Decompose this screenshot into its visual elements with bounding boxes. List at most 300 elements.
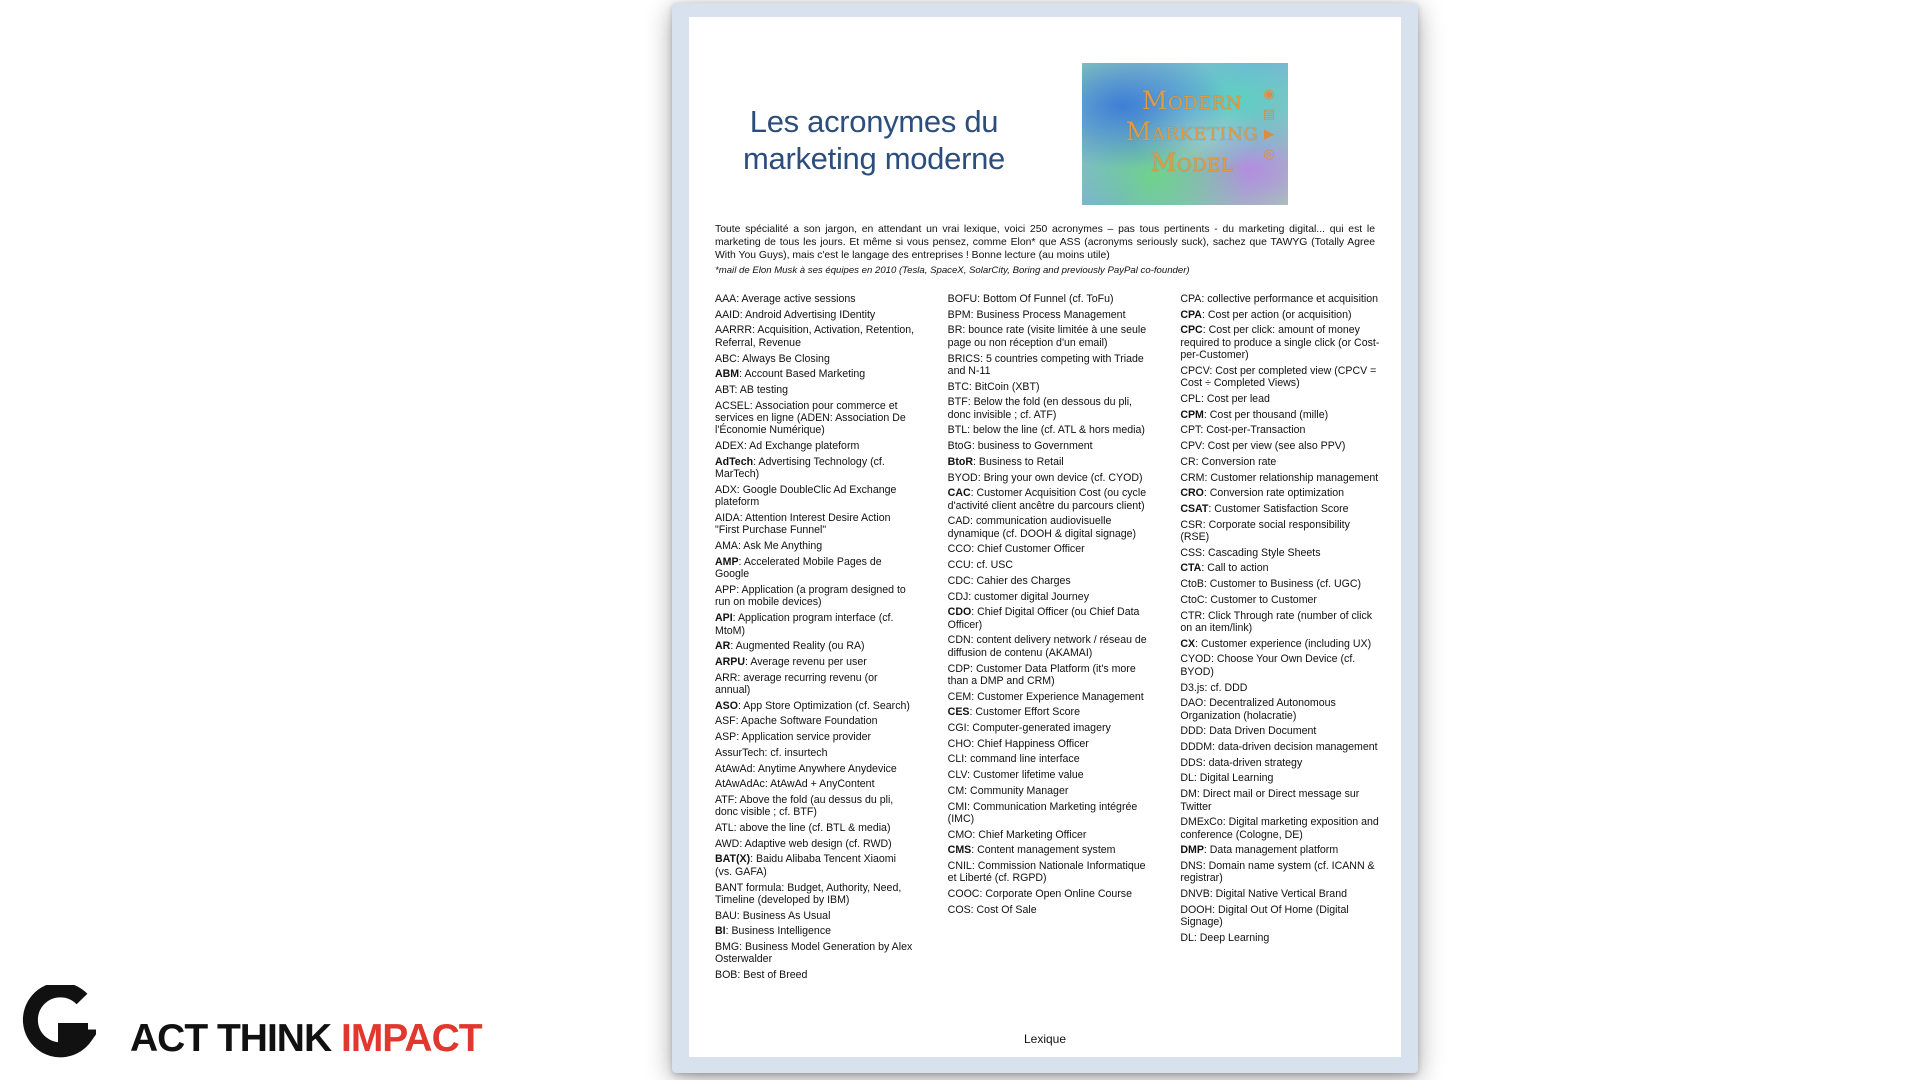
acronym-separator: : — [1203, 408, 1210, 421]
acronym-definition: Ad Exchange plateform — [749, 440, 860, 453]
acronym-definition: Customer Effort Score — [975, 706, 1080, 719]
acronym-term: CRM — [1180, 471, 1205, 484]
acronym-term: CtoB — [1180, 578, 1204, 591]
acronym-entry — [948, 309, 1149, 321]
acronym-definition: Cost per lead — [1206, 393, 1270, 406]
acronym-entry — [948, 634, 1149, 659]
acronym-entry — [715, 309, 916, 321]
acronym-term: ABC — [715, 352, 737, 365]
acronym-definition: Cost per action (or acquisition) — [1207, 308, 1352, 321]
acronym-term: APP — [715, 583, 737, 596]
acronym-entry — [948, 663, 1149, 688]
acronym-definition: Apache Software Foundation — [740, 715, 878, 728]
acronym-definition: Conversion rate optimization — [1209, 487, 1345, 500]
acronym-definition: Conversion rate — [1201, 455, 1277, 468]
acronym-separator: : — [1202, 518, 1209, 531]
acronym-entry — [715, 440, 916, 452]
acronym-definition: cf. USC — [976, 559, 1014, 572]
acronym-term: CLI — [947, 753, 965, 766]
acronym-separator: : — [968, 590, 975, 603]
acronym-term: CAC — [947, 487, 971, 500]
acronym-definition: Best of Breed — [743, 969, 808, 982]
acronym-term: BAU — [715, 909, 737, 922]
acronym-entry — [948, 722, 1149, 734]
acronym-entry — [1180, 888, 1381, 900]
acronym-entry — [715, 656, 916, 668]
acronym-entry — [1180, 844, 1381, 856]
acronym-entry — [948, 543, 1149, 555]
page-title — [729, 103, 1019, 177]
acronym-separator: : — [737, 671, 744, 684]
acronym-term: CCO — [947, 543, 972, 556]
acronym-definition: Chief Marketing Officer — [978, 828, 1087, 841]
acronym-separator: : — [739, 941, 746, 954]
acronym-term: CPV — [1180, 440, 1202, 453]
acronym-definition: content delivery network / réseau de diffusion de contenu (AKAMAI) — [947, 634, 1147, 659]
acronym-definition: Data management platform — [1209, 844, 1339, 857]
acronym-definition: Cost per view (see also PPV) — [1207, 440, 1346, 453]
acronym-separator: : — [970, 559, 977, 572]
acronym-separator: : — [1209, 364, 1216, 377]
acronym-separator: : — [977, 471, 984, 484]
acronym-definition: customer digital Journey — [974, 590, 1089, 603]
acronym-separator: : — [725, 925, 732, 938]
acronym-definition: Attention Interest Desire Action "First Purchase Funnel" — [715, 512, 891, 537]
acronym-separator: : — [967, 396, 974, 409]
acronym-entry — [948, 472, 1149, 484]
acronym-definition: data-driven decision management — [1218, 741, 1378, 754]
acronym-term: ADEX — [715, 440, 744, 453]
acronym-entry — [1180, 409, 1381, 421]
acronym-entry — [1180, 757, 1381, 769]
acronym-term: DDS — [1180, 756, 1203, 769]
acronym-entry — [1180, 440, 1381, 452]
acronym-entry — [715, 910, 916, 922]
acronym-entry — [1180, 816, 1381, 841]
acronym-separator: : — [743, 440, 750, 453]
acronym-definition: Customer Data Platform (it's more than a DMP and CRM) — [947, 662, 1136, 687]
acronym-term: CDJ — [947, 590, 969, 603]
acronym-definition: Digital marketing exposition and conference (Cologne, DE) — [1180, 816, 1379, 841]
acronym-separator: : — [737, 699, 744, 712]
acronym-term: CX — [1180, 637, 1196, 650]
acronym-entry — [715, 731, 916, 743]
acronym-entry — [1180, 610, 1381, 635]
acronym-term: CSS — [1180, 546, 1203, 559]
acronym-entry — [1180, 324, 1381, 361]
acronym-separator: : — [1210, 653, 1217, 666]
acronym-separator: : — [1204, 681, 1211, 694]
acronym-entry — [1180, 547, 1381, 559]
eye-icon: ◉ — [1263, 86, 1275, 101]
acronym-term: DDD — [1180, 725, 1204, 738]
acronym-term: BAT(X) — [715, 853, 751, 866]
book-icon: ▤ — [1262, 106, 1276, 121]
brand-word-accent: IMPACT — [340, 1017, 482, 1060]
acronym-entry — [1180, 772, 1381, 784]
acronym-entry — [1180, 860, 1381, 885]
acronym-definition: Commission Nationale Informatique et Liberté (cf. RGPD) — [947, 860, 1146, 885]
acronym-entry — [948, 844, 1149, 856]
acronym-definition: Digital Out Of Home (Digital Signage) — [1180, 903, 1349, 929]
acronym-separator: : — [1202, 756, 1209, 769]
brand-word-dark: ACT THINK — [130, 1017, 341, 1060]
acronym-entry — [715, 584, 916, 609]
acronym-separator: : — [781, 881, 788, 894]
acronym-definition: AtAwAd + AnyContent — [770, 778, 875, 791]
acronym-entry — [948, 769, 1149, 781]
acronym-entry — [715, 941, 916, 966]
acronym-separator: : — [971, 844, 978, 857]
acronym-term: CDN — [947, 634, 971, 647]
acronym-term: D3.js — [1180, 681, 1205, 694]
acronym-separator: : — [971, 606, 978, 619]
acronym-definition: Bring your own device (cf. CYOD) — [983, 471, 1143, 484]
g-logo-icon — [18, 985, 96, 1063]
acronym-separator: : — [967, 800, 973, 813]
acronym-term: CPCV — [1180, 364, 1210, 377]
acronym-entry — [1180, 682, 1381, 694]
acronym-definition: Account Based Marketing — [744, 368, 866, 381]
acronym-term: CNIL — [947, 860, 972, 873]
acronym-definition: Anytime Anywhere Anydevice — [757, 762, 897, 775]
acronym-entry — [715, 747, 916, 759]
acronym-definition: Cahier des Charges — [976, 574, 1071, 587]
acronym-term: AWD — [715, 837, 740, 850]
acronym-separator: : — [750, 853, 756, 866]
acronym-term: AAA — [715, 293, 737, 305]
acronym-separator: : — [1201, 562, 1208, 575]
acronym-entry — [715, 384, 916, 396]
acronym-definition: Always Be Closing — [742, 352, 830, 365]
acronym-separator: : — [968, 380, 975, 393]
acronym-term: CPT — [1180, 424, 1201, 437]
acronym-term: BTL — [947, 424, 968, 437]
acronym-separator: : — [738, 555, 744, 568]
acronym-definition: Choose Your Own Device (cf. BYOD) — [1180, 653, 1356, 678]
acronym-entry — [715, 456, 916, 481]
acronym-definition: Augmented Reality (ou RA) — [735, 640, 865, 653]
acronym-term: CCU — [947, 559, 971, 572]
acronym-definition: Business to Retail — [978, 455, 1064, 468]
acronym-term: BOB — [715, 969, 738, 982]
acronym-term: ASP — [715, 731, 737, 744]
acronym-entry — [948, 456, 1149, 468]
acronym-term: AAID — [715, 308, 740, 321]
acronym-column-2 — [948, 293, 1149, 1023]
acronym-entry — [715, 763, 916, 775]
acronym-separator: : — [1201, 293, 1208, 305]
acronym-term: DMExCo — [1180, 816, 1223, 829]
acronym-definition: Business Model Generation by Alex Osterwalder — [715, 941, 913, 966]
acronym-term: BtoR — [947, 455, 973, 468]
acronym-separator: : — [1208, 502, 1215, 515]
acronym-entry — [1180, 487, 1381, 499]
acronym-term: CPC — [1180, 324, 1203, 337]
acronym-definition: Customer experience (including UX) — [1200, 637, 1372, 650]
acronym-definition: Communication Marketing intégrée (IMC) — [947, 800, 1138, 825]
acronym-entry — [715, 822, 916, 834]
acronym-definition: Cost-per-Transaction — [1206, 424, 1306, 437]
title-line-2: marketing moderne — [743, 141, 1005, 176]
acronym-separator: : — [1212, 903, 1219, 916]
acronym-definition: Google DoubleClic Ad Exchange plateform — [715, 483, 897, 509]
acronym-entry — [1180, 293, 1381, 305]
acronym-entry — [1180, 578, 1381, 590]
cover-line-2: Marketing — [1125, 117, 1259, 146]
acronym-entry — [715, 778, 916, 790]
cover-title — [1122, 85, 1262, 178]
acronym-definition: Application service provider — [741, 731, 872, 744]
acronym-definition: communication audiovisuelle dynamique (cf. DOOH & digital signage) — [947, 515, 1137, 540]
acronym-entry — [1180, 393, 1381, 405]
acronym-separator: : — [1193, 931, 1200, 944]
acronym-definition: Deep Learning — [1199, 931, 1270, 944]
acronym-term: DNVB — [1180, 888, 1210, 901]
acronym-separator: : — [1201, 440, 1208, 453]
acronym-entry — [948, 381, 1149, 393]
acronym-separator: : — [967, 769, 973, 782]
acronym-entry — [1180, 309, 1381, 321]
acronym-entry — [948, 691, 1149, 703]
acronym-definition: Bottom Of Funnel (cf. ToFu) — [983, 293, 1114, 305]
acronym-separator: : — [739, 837, 745, 850]
acronym-definition: Decentralized Autonomous Organization (holacratie) — [1180, 697, 1336, 722]
acronym-separator: : — [734, 793, 740, 806]
acronym-separator: : — [1202, 324, 1209, 337]
acronym-definition: Community Manager — [970, 784, 1069, 797]
acronym-entry — [715, 353, 916, 365]
acronym-separator: : — [736, 352, 743, 365]
acronym-entry — [948, 888, 1149, 900]
acronym-entry — [715, 640, 916, 652]
acronym-column-3 — [1180, 293, 1381, 1023]
acronym-entry — [1180, 741, 1381, 753]
acronym-separator: : — [964, 784, 971, 797]
acronym-definition: Content management system — [977, 844, 1116, 857]
acronym-term: BI — [715, 925, 726, 938]
acronym-separator: : — [1202, 609, 1209, 622]
acronym-entry — [1180, 456, 1381, 468]
intro-text: Toute spécialité a son jargon, en attendant un vrai lexique, voici 250 acronymes – pas tous pertinents - du marketing digital... qui est le marketing de tous les jours. Et même si vous pensez, comme Elon* que ASS (acronyms seriously suck), sachez que TAWYG (Totally Agree With You Guys), mais c'est le langage des entreprises ! Bonne lecture (au moins utile) — [715, 224, 1375, 262]
acronym-term: CPA — [1180, 308, 1202, 321]
acronym-definition: Computer-generated imagery — [972, 722, 1111, 735]
acronym-term: DAO — [1180, 697, 1204, 710]
acronym-separator: : — [1203, 697, 1210, 710]
acronym-separator: : — [737, 969, 744, 982]
acronym-term: DL — [1180, 931, 1194, 944]
acronym-separator: : — [970, 515, 976, 528]
acronym-entry — [715, 324, 916, 349]
acronym-separator: : — [971, 690, 978, 703]
acronym-term: API — [715, 612, 733, 625]
acronym-entry — [1180, 562, 1381, 574]
acronym-term: AMA — [715, 540, 738, 553]
acronym-separator: : — [1209, 888, 1216, 901]
acronym-definition: average recurring revenu (or annual) — [715, 671, 878, 697]
acronym-separator: : — [1200, 393, 1207, 406]
acronym-definition: Android Advertising IDentity — [745, 308, 876, 321]
acronym-entry — [715, 925, 916, 937]
acronym-definition: Average active sessions — [741, 293, 856, 305]
acronym-definition: Business As Usual — [742, 909, 831, 922]
acronym-term: CLV — [947, 769, 968, 782]
acronym-definition: Cost per click: amount of money required to produce a single click (or Cost-per-Customer) — [1180, 324, 1380, 362]
acronym-separator: : — [971, 440, 978, 453]
acronym-separator: : — [970, 574, 977, 587]
acronym-definition: Customer Experience Management — [977, 690, 1144, 703]
acronym-term: CMS — [947, 844, 972, 857]
acronym-entry — [948, 904, 1149, 916]
acronym-separator: : — [971, 860, 978, 873]
acronym-definition: App Store Optimization (cf. Search) — [743, 699, 910, 712]
acronym-definition: Digital Learning — [1199, 772, 1274, 785]
acronym-definition: Corporate social responsibility (RSE) — [1180, 518, 1350, 544]
acronym-term: ABM — [715, 368, 740, 381]
acronym-separator: : — [1204, 471, 1211, 484]
acronym-separator: : — [970, 634, 977, 647]
acronym-separator: : — [964, 753, 971, 766]
acronym-definition: Cost per completed view (CPCV = Cost ÷ Completed Views) — [1180, 364, 1377, 390]
acronym-definition: Average revenu per user — [750, 655, 867, 668]
acronym-definition: Baidu Alibaba Tencent Xiaomi (vs. GAFA) — [715, 853, 896, 878]
acronym-separator: : — [736, 293, 742, 305]
acronym-separator: : — [970, 903, 977, 916]
acronym-term: AssurTech — [715, 746, 765, 759]
acronym-entry — [948, 575, 1149, 587]
cover-image — [1082, 63, 1288, 205]
acronym-entry — [948, 424, 1149, 436]
acronym-entry — [948, 353, 1149, 378]
acronym-term: ABT — [715, 383, 735, 396]
acronym-definition: Business Intelligence — [731, 925, 832, 938]
acronym-separator: : — [962, 324, 969, 337]
acronym-definition: Application program interface (cf. MtoM) — [715, 612, 894, 637]
intro-paragraph — [715, 223, 1375, 277]
acronym-separator: : — [739, 368, 745, 381]
acronym-entry — [948, 860, 1149, 885]
acronym-definition: AB testing — [739, 383, 789, 396]
acronym-separator: : — [736, 731, 742, 744]
acronym-term: CMI — [947, 800, 968, 813]
acronym-separator: : — [1203, 487, 1210, 500]
acronym-term: CPA — [1180, 293, 1202, 305]
acronym-definition: collective performance et acquisition — [1207, 293, 1378, 305]
acronym-entry — [715, 838, 916, 850]
acronym-term: DNS — [1180, 860, 1203, 873]
acronym-definition: Customer to Business (cf. UGC) — [1209, 578, 1362, 591]
acronym-separator: : — [764, 746, 771, 759]
acronym-definition: Customer relationship management — [1210, 471, 1379, 484]
acronym-term: CGI — [947, 722, 967, 735]
page-footer-label: Lexique — [1023, 1032, 1067, 1046]
acronym-separator: : — [966, 722, 973, 735]
acronym-term: ASO — [715, 699, 738, 712]
acronym-separator: : — [970, 487, 977, 500]
acronym-separator: : — [980, 352, 986, 365]
acronym-definition: data-driven strategy — [1208, 756, 1303, 769]
acronym-definition: Domain name system (cf. ICANN & registrar) — [1180, 860, 1375, 885]
acronym-term: AtAwAd — [715, 762, 753, 775]
acronym-separator: : — [739, 308, 746, 321]
acronym-entry — [948, 785, 1149, 797]
cover-line-1: Modern — [1141, 86, 1243, 115]
acronym-separator: : — [739, 512, 746, 525]
acronym-definition: Data Driven Document — [1209, 725, 1317, 738]
acronym-entry — [1180, 424, 1381, 436]
acronym-term: COS — [947, 903, 971, 916]
acronym-term: CDO — [947, 606, 972, 619]
acronym-definition: Customer to Customer — [1210, 593, 1317, 606]
intro-footnote: *mail de Elon Musk à ses équipes en 2010 (Tesla, SpaceX, SolarCity, Boring and previously PayPal co-founder) — [715, 264, 1190, 276]
acronym-separator: : — [736, 483, 743, 496]
acronym-separator: : — [1201, 308, 1208, 321]
acronym-definition: Direct mail or Direct message sur Twitter — [1180, 788, 1360, 813]
acronym-definition: Adaptive web design (cf. RWD) — [744, 837, 892, 850]
acronym-term: CYOD — [1180, 653, 1211, 666]
acronym-definition: command line interface — [970, 753, 1080, 766]
acronym-definition: Digital Native Vertical Brand — [1215, 888, 1347, 901]
acronym-definition: above the line (cf. BTL & media) — [739, 822, 891, 835]
acronym-term: CR — [1180, 455, 1196, 468]
acronym-entry — [715, 612, 916, 637]
acronym-term: CHO — [947, 737, 972, 750]
acronym-separator: : — [732, 612, 738, 625]
acronym-entry — [948, 515, 1149, 540]
acronym-definition: below the line (cf. ATL & hors media) — [973, 424, 1145, 437]
cover-line-3: Model — [1150, 148, 1234, 177]
acronym-definition: Chief Digital Officer (ou Chief Data Officer) — [947, 606, 1140, 631]
acronym-separator: : — [1195, 637, 1201, 650]
acronym-separator: : — [1202, 860, 1209, 873]
acronym-entry — [715, 794, 916, 819]
acronym-definition: Click Through rate (number of click on an item/link) — [1180, 609, 1373, 634]
acronym-separator: : — [1195, 455, 1202, 468]
acronym-term: ASF — [715, 715, 736, 728]
acronym-column-1 — [715, 293, 916, 1023]
acronym-term: CRO — [1180, 487, 1204, 500]
acronym-entry — [715, 556, 916, 581]
acronym-term: AR — [715, 640, 731, 653]
acronym-entry — [948, 559, 1149, 571]
acronym-term: ATF — [715, 793, 735, 806]
play-icon: ▶ — [1264, 126, 1274, 141]
acronym-definition: Cascading Style Sheets — [1208, 546, 1321, 559]
acronym-entry — [948, 829, 1149, 841]
acronym-term: CMO — [947, 828, 973, 841]
acronym-entry — [1180, 638, 1381, 650]
globe-icon: ◎ — [1263, 146, 1275, 161]
acronym-definition: Acquisition, Activation, Retention, Referral, Revenue — [715, 324, 915, 349]
acronym-separator: : — [971, 737, 978, 750]
acronym-separator: : — [970, 308, 977, 321]
acronym-definition: Above the fold (au dessus du pli, donc visible ; cf. BTF) — [715, 793, 894, 819]
acronym-term: BRICS — [947, 352, 981, 365]
acronym-term: AIDA — [715, 512, 740, 525]
title-line-1: Les acronymes du — [749, 104, 999, 139]
acronym-separator: : — [967, 424, 973, 437]
acronym-separator: : — [1196, 788, 1203, 801]
acronym-entry — [715, 512, 916, 537]
acronym-term: CAD — [947, 515, 971, 528]
acronym-definition: Cost per thousand (mille) — [1209, 408, 1329, 421]
acronym-entry — [715, 368, 916, 380]
acronym-definition: 5 countries competing with Triade and N-11 — [947, 352, 1144, 377]
acronym-definition: cf. insurtech — [770, 746, 828, 759]
acronym-term: BOFU — [947, 293, 978, 305]
acronym-entry — [715, 882, 916, 907]
acronym-definition: Chief Happiness Officer — [977, 737, 1089, 750]
